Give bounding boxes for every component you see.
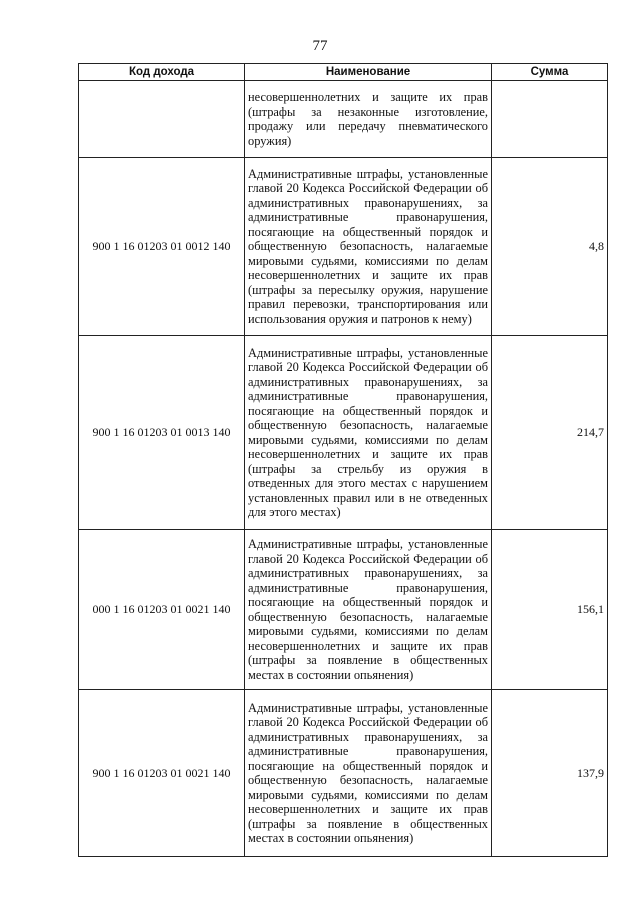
revenue-table	[78, 63, 608, 857]
name-cell	[245, 81, 492, 158]
name-text: Административные штрафы, установленные главой 20 Кодекса Российской Федерации об административных правонарушениях, за административные правонарушения, посягающие на общественный порядок и общественную безопасность, налагаемые мировыми судьями, комиссиями по делам несовершеннолетних и защите их прав (штрафы за стрельбу из оружия в отведенных для этого местах с нарушением установленных правил или в не отведенных для этого местах)	[248, 345, 488, 519]
income-code-cell	[79, 81, 245, 158]
header-income-code: Код дохода	[79, 64, 245, 81]
name-cell	[245, 336, 492, 530]
sum-cell	[492, 81, 608, 158]
sum-cell: 4,8	[492, 158, 608, 336]
table-row	[79, 530, 608, 690]
income-code-cell: 000 1 16 01203 01 0021 140	[79, 530, 245, 690]
name-cell	[245, 690, 492, 857]
sum-cell: 214,7	[492, 336, 608, 530]
table-row	[79, 336, 608, 530]
sum-cell: 156,1	[492, 530, 608, 690]
table-row	[79, 81, 608, 158]
header-name: Наименование	[245, 64, 492, 81]
name-cell	[245, 158, 492, 336]
table-row	[79, 690, 608, 857]
name-text: Административные штрафы, установленные главой 20 Кодекса Российской Федерации об административных правонарушениях, за административные правонарушения, посягающие на общественный порядок и общественную безопасность, налагаемые мировыми судьями, комиссиями по делам несовершеннолетних и защите их прав (штрафы за появление в общественных местах в состоянии опьянения)	[248, 700, 488, 845]
page-number: 77	[312, 38, 328, 54]
income-code-cell: 900 1 16 01203 01 0021 140	[79, 690, 245, 857]
header-sum: Сумма	[492, 64, 608, 81]
name-text: Административные штрафы, установленные главой 20 Кодекса Российской Федерации об административных правонарушениях, за административные правонарушения, посягающие на общественный порядок и общественную безопасность, налагаемые мировыми судьями, комиссиями по делам несовершеннолетних и защите их прав (штрафы за пересылку оружия, нарушение правил перевозки, транспортирования или использования оружия и патронов к нему)	[248, 166, 488, 326]
name-cell	[245, 530, 492, 690]
income-code-cell: 900 1 16 01203 01 0012 140	[79, 158, 245, 336]
name-text: несовершеннолетних и защите их прав (штрафы за незаконные изготовление, продажу или передачу пневматического оружия)	[248, 90, 488, 148]
name-text: Административные штрафы, установленные главой 20 Кодекса Российской Федерации об административных правонарушениях, за административные правонарушения, посягающие на общественный порядок и общественную безопасность, налагаемые мировыми судьями, комиссиями по делам несовершеннолетних и защите их прав (штрафы за появление в общественных местах в состоянии опьянения)	[248, 537, 488, 682]
table-row	[79, 158, 608, 336]
table-header-row	[79, 64, 608, 81]
income-code-cell: 900 1 16 01203 01 0013 140	[79, 336, 245, 530]
sum-cell: 137,9	[492, 690, 608, 857]
